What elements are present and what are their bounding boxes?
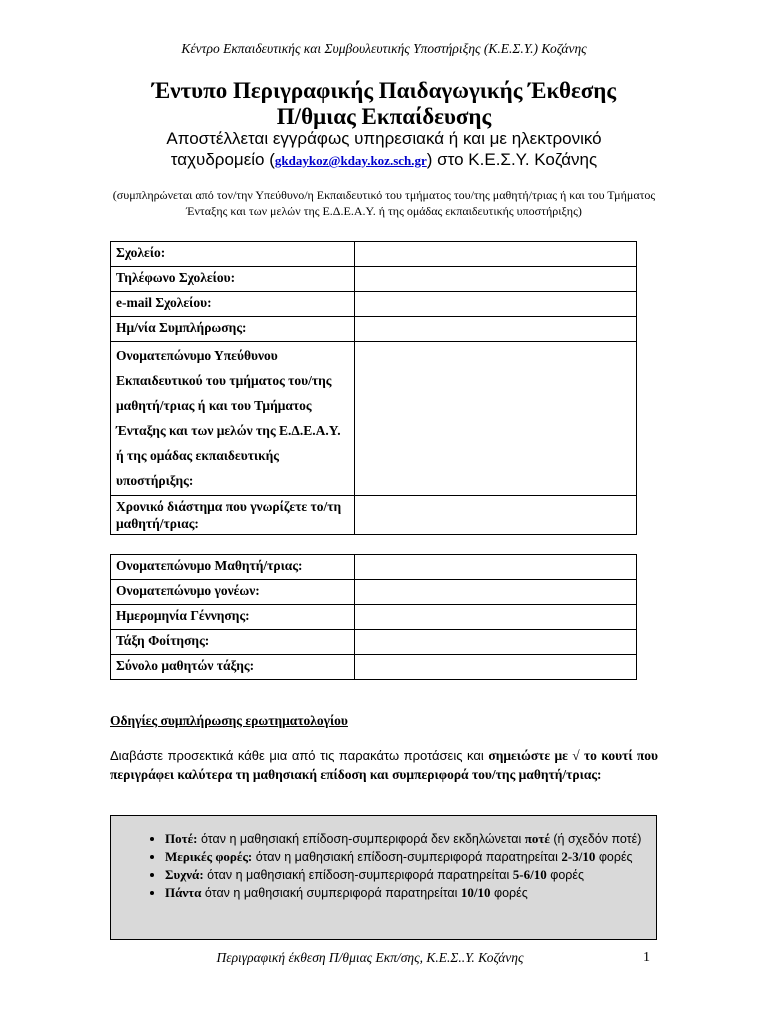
table-row <box>111 317 637 342</box>
field-label: Ημερομηνία Γέννησης: <box>111 605 355 630</box>
field-value-phone[interactable] <box>355 267 637 292</box>
legend-tail: (ή σχεδόν ποτέ) <box>549 832 642 846</box>
subtitle-suffix: ) στο Κ.Ε.Σ.Υ. Κοζάνης <box>426 150 598 169</box>
title-line-1: Έντυπο Περιγραφικής Παιδαγωγικής Έκθεσης <box>151 78 617 103</box>
field-label: Ονοματεπώνυμο Μαθητή/τριας: <box>111 555 355 580</box>
list-item <box>165 866 656 884</box>
school-info-table <box>110 241 637 535</box>
field-value-class-size[interactable] <box>355 655 637 680</box>
legend-emph: 2-3/10 <box>561 849 596 864</box>
table-row <box>111 605 637 630</box>
legend-text: όταν η μαθησιακή επίδοση-συμπεριφορά παρατηρείται <box>203 868 513 882</box>
frequency-legend-list <box>111 816 656 902</box>
title-line-2: Π/θμιας Εκπαίδευσης <box>276 104 492 129</box>
legend-term: Συχνά: <box>165 867 204 882</box>
table-row <box>111 292 637 317</box>
field-value-duration[interactable] <box>355 496 637 535</box>
page-header: Κέντρο Εκπαιδευτικής και Συμβουλευτικής Υποστήριξης (Κ.Ε.Σ.Υ.) Κοζάνης <box>181 41 587 56</box>
field-label: Σύνολο μαθητών τάξης: <box>111 655 355 680</box>
field-label: e-mail Σχολείου: <box>111 292 355 317</box>
table-row <box>111 580 637 605</box>
instructions-plain: Διαβάστε προσεκτικά κάθε μια από τις παρακάτω προτάσεις και <box>110 748 489 763</box>
legend-term: Πάντα <box>165 885 202 900</box>
field-value-teacher[interactable] <box>355 342 637 496</box>
table-row <box>111 267 637 292</box>
field-label: Σχολείο: <box>111 242 355 267</box>
subtitle-line-1: Αποστέλλεται εγγράφως υπηρεσιακά ή και με ηλεκτρονικό <box>166 129 602 148</box>
field-value-email[interactable] <box>355 292 637 317</box>
legend-text: όταν η μαθησιακή επίδοση-συμπεριφορά παρατηρείται <box>252 850 562 864</box>
instructions-bold: σημειώστε με √ το κουτί που περιγράφει καλύτερα τη μαθησιακή επίδοση και συμπεριφορά του/της μαθητή/τριας: <box>110 748 658 782</box>
table-row <box>111 655 637 680</box>
field-value-parents[interactable] <box>355 580 637 605</box>
submission-instructions <box>0 128 768 171</box>
instructions-heading: Οδηγίες συμπλήρωσης ερωτηματολογίου <box>110 713 348 728</box>
field-label: Ονοματεπώνυμο γονέων: <box>111 580 355 605</box>
table-row <box>111 630 637 655</box>
table-row <box>111 242 637 267</box>
table-row <box>111 496 637 535</box>
field-label: Τηλέφωνο Σχολείου: <box>111 267 355 292</box>
legend-text: όταν η μαθησιακή επίδοση-συμπεριφορά δεν εκδηλώνεται <box>197 832 525 846</box>
field-label: Χρονικό διάστημα που γνωρίζετε το/τη μαθητή/τριας: <box>111 496 355 535</box>
field-label: Ημ/νία Συμπλήρωσης: <box>111 317 355 342</box>
page-number: 1 <box>643 950 650 965</box>
field-value-birthdate[interactable] <box>355 605 637 630</box>
legend-emph: 5-6/10 <box>512 867 547 882</box>
legend-tail: φορές <box>490 886 528 900</box>
table-row <box>111 555 637 580</box>
field-label: Τάξη Φοίτησης: <box>111 630 355 655</box>
field-value-student-name[interactable] <box>355 555 637 580</box>
page-footer: Περιγραφική έκθεση Π/θμιας Εκπ/σης, Κ.Ε.Σ..Υ. Κοζάνης <box>216 950 524 965</box>
list-item <box>165 884 656 902</box>
legend-text: όταν η μαθησιακή συμπεριφορά παρατηρείται <box>201 886 461 900</box>
field-label: Ονοματεπώνυμο Υπεύθυνου Εκπαιδευτικού του τμήματος του/της μαθητή/τριας ή και του Τμήματος Ένταξης και των μελών της Ε.Δ.Ε.Α.Υ. ή της ομάδας εκπαιδευτικής υποστήριξης: <box>111 342 355 496</box>
frequency-legend-box <box>110 815 657 940</box>
field-value-grade[interactable] <box>355 630 637 655</box>
legend-tail: φορές <box>546 868 584 882</box>
student-info-table <box>110 554 637 680</box>
table-row <box>111 342 637 496</box>
legend-term: Μερικές φορές: <box>165 849 253 864</box>
list-item <box>165 848 656 866</box>
legend-tail: φορές <box>595 850 633 864</box>
completion-note: (συμπληρώνεται από τον/την Υπεύθυνο/η Εκπαιδευτικό του τμήματος του/της μαθητή/τριας ή και του Τμήματος Ένταξης και των μελών της Ε.Δ.Ε.Α.Υ. ή της ομάδας εκπαιδευτικής υποστήριξης) <box>112 188 656 218</box>
legend-emph: ποτέ <box>524 831 550 846</box>
legend-term: Ποτέ: <box>165 831 198 846</box>
list-item <box>165 830 656 848</box>
subtitle-line-2 <box>0 149 768 171</box>
field-value-date[interactable] <box>355 317 637 342</box>
legend-emph: 10/10 <box>460 885 491 900</box>
document-title <box>0 78 768 130</box>
field-value-school[interactable] <box>355 242 637 267</box>
subtitle-prefix: ταχυδρομείο ( <box>170 150 275 169</box>
instructions-text <box>110 746 658 784</box>
email-link[interactable]: gkdaykoz@kday.koz.sch.gr <box>274 153 427 168</box>
